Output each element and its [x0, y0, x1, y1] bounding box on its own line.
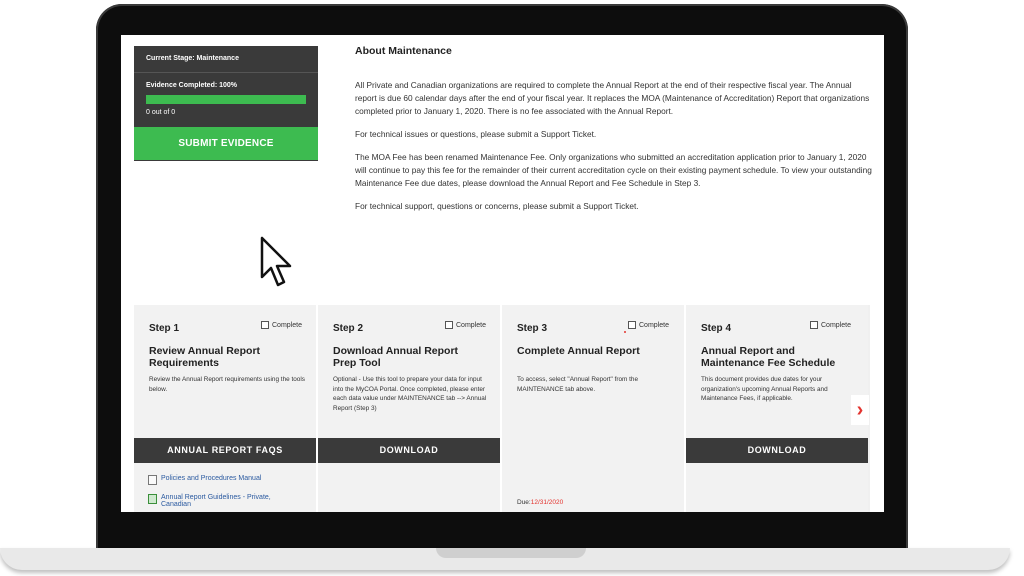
- steps-carousel: [134, 305, 870, 512]
- link-text[interactable]: Annual Report Guidelines - Private, Canadian: [161, 494, 271, 508]
- document-icon: [148, 475, 157, 485]
- step-title: Complete Annual Report: [517, 345, 640, 357]
- checkbox-icon[interactable]: [628, 321, 636, 329]
- guidelines-link[interactable]: [148, 494, 298, 508]
- complete-checkbox[interactable]: [445, 321, 486, 329]
- policies-manual-link[interactable]: [148, 475, 261, 485]
- about-title: About Maintenance: [355, 45, 452, 57]
- step-description: Review the Annual Report requirements using the tools below.: [149, 376, 305, 393]
- complete-label: Complete: [272, 321, 302, 329]
- step-number: Step 4: [701, 323, 732, 334]
- step-card-3: [502, 305, 686, 512]
- step-number: Step 3: [517, 323, 548, 334]
- complete-label: Complete: [639, 321, 669, 329]
- link-text[interactable]: Policies and Procedures Manual: [161, 475, 262, 482]
- step-number: Step 1: [149, 323, 180, 334]
- complete-checkbox[interactable]: [810, 321, 851, 329]
- about-section: [355, 45, 875, 223]
- current-stage: Current Stage: Maintenance: [134, 46, 318, 73]
- evidence-completed: Evidence Completed: 100%: [146, 82, 238, 89]
- step-title: Annual Report and Maintenance Fee Schedule: [701, 345, 836, 369]
- step-card-2: [318, 305, 502, 512]
- checkbox-icon[interactable]: [810, 321, 818, 329]
- red-marker: [624, 331, 626, 333]
- complete-checkbox[interactable]: [628, 321, 669, 329]
- about-paragraph-1: All Private and Canadian organizations are required to complete the Annual Report at the end of their respective fiscal year. The Annual report is due 60 calendar days after the end of your fiscal year. It replaces the MOA (Maintenance of Accreditation) Report that organizations completed prior to January 1, 2020. There is no fee associated with the Annual Report.: [355, 80, 870, 116]
- step-title: Review Annual Report Requirements: [149, 345, 261, 369]
- complete-checkbox[interactable]: [261, 321, 302, 329]
- evidence-count: 0 out of 0: [146, 109, 176, 116]
- spreadsheet-icon: [148, 494, 157, 504]
- checkbox-icon[interactable]: [445, 321, 453, 329]
- complete-label: Complete: [456, 321, 486, 329]
- about-paragraph-2: For technical issues or questions, please submit a Support Ticket.: [355, 129, 597, 139]
- step-title: Download Annual Report Prep Tool: [333, 345, 459, 369]
- due-label: Due:: [517, 499, 531, 506]
- screen: [121, 35, 884, 512]
- about-paragraph-4: For technical support, questions or concerns, please submit a Support Ticket.: [355, 201, 639, 211]
- step-card-1: [134, 305, 318, 512]
- complete-label: Complete: [821, 321, 851, 329]
- step-card-4: [686, 305, 868, 512]
- download-fee-schedule-button[interactable]: DOWNLOAD: [686, 438, 868, 463]
- evidence-progress-bar: [146, 95, 306, 104]
- about-paragraph-3: The MOA Fee has been renamed Maintenance Fee. Only organizations who submitted an accreditation application prior to January 1, 2020 will continue to pay this fee for the remainder of their current accreditation cycle on their existing payment schedule. To view your outstanding Maintenance Fee due dates, please download the Annual Report and Fee Schedule in Step 3.: [355, 152, 872, 188]
- submit-evidence-button[interactable]: SUBMIT EVIDENCE: [134, 127, 318, 160]
- step-description: Optional - Use this tool to prepare your data for input into the MyCOA Portal. Once completed, please enter each data value under MAINTENANCE tab --> Annual Report (Step 3): [333, 376, 487, 412]
- due-date-value: 12/31/2020: [530, 499, 564, 506]
- step-number: Step 2: [333, 323, 364, 334]
- annual-report-faqs-button[interactable]: ANNUAL REPORT FAQS: [134, 438, 316, 463]
- download-prep-tool-button[interactable]: DOWNLOAD: [318, 438, 500, 463]
- checkbox-icon[interactable]: [261, 321, 269, 329]
- chevron-right-icon[interactable]: ›: [851, 395, 869, 425]
- due-date: [517, 499, 563, 506]
- step-description: To access, select "Annual Report" from the MAINTENANCE tab above.: [517, 376, 639, 393]
- mouse-pointer-icon: [259, 235, 295, 289]
- step-description: This document provides due dates for your organization's upcoming Annual Reports and Maintenance Fees, if applicable.: [701, 376, 828, 402]
- laptop-notch: [436, 548, 586, 558]
